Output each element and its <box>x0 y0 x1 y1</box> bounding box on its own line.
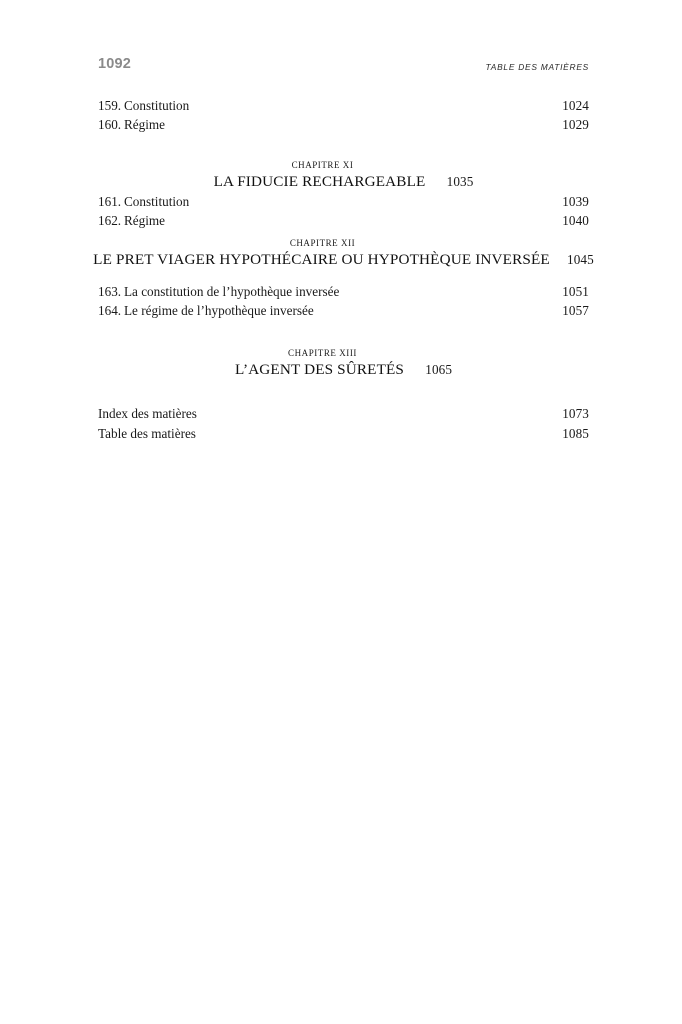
toc-entry-title: Le régime de l’hypothèque inversée <box>124 303 314 319</box>
page-header <box>98 55 589 75</box>
toc-entry-page: 1040 <box>562 213 589 229</box>
back-matter-title: Table des matières <box>98 425 196 441</box>
toc-entry-label <box>98 192 189 211</box>
toc-entry-title: Constitution <box>124 193 190 209</box>
folio-page-number: 1092 <box>98 56 132 72</box>
toc-entry[interactable] <box>98 282 589 301</box>
back-matter-page: 1073 <box>562 406 589 422</box>
toc-entry-label <box>98 211 165 230</box>
chapter-title-row[interactable] <box>98 172 589 192</box>
section-spacer <box>98 380 589 404</box>
chapter-title: LA FIDUCIE RECHARGEABLE <box>213 172 426 190</box>
toc-entry-title: Régime <box>124 117 166 133</box>
toc-entry-page: 1039 <box>562 193 589 209</box>
toc-entry-title: Constitution <box>124 98 190 113</box>
running-head: TABLE DES MATIÈRES <box>485 62 589 72</box>
toc-entry[interactable] <box>98 301 589 320</box>
chapter-block-xi <box>98 158 589 192</box>
toc-entry[interactable] <box>98 192 589 211</box>
toc-entry-label <box>98 96 189 115</box>
chapter-title-row[interactable] <box>93 250 594 270</box>
section-spacer <box>98 320 589 346</box>
back-matter-entry[interactable] <box>98 404 589 423</box>
toc-entry[interactable] <box>98 96 589 115</box>
chapter-block-xiii <box>98 346 589 380</box>
chapter-kicker: CHAPITRE XIII <box>288 348 357 359</box>
toc-entry-number: 163. <box>98 283 124 299</box>
chapter-kicker: CHAPITRE XII <box>289 237 356 248</box>
chapter-page: 1035 <box>446 173 474 189</box>
toc-entry-page: 1024 <box>562 98 589 113</box>
toc-entry[interactable] <box>98 211 589 230</box>
toc-entry-number: 164. <box>98 303 124 319</box>
toc-entry-number: 161. <box>98 193 124 209</box>
chapter-page: 1065 <box>425 362 453 378</box>
toc-entry-page: 1029 <box>562 117 589 133</box>
toc-entry-number: 159. <box>98 98 124 113</box>
toc-entry-title: La constitution de l’hypothèque inversée <box>124 283 340 299</box>
toc-entry-number: 160. <box>98 117 124 133</box>
toc-entry-label <box>98 301 314 320</box>
section-spacer <box>98 135 589 158</box>
toc-entry-page: 1051 <box>562 283 589 299</box>
back-matter-title: Index des matières <box>98 406 197 422</box>
toc-entry-label <box>98 282 339 301</box>
toc-entry-page: 1057 <box>562 303 589 319</box>
toc-entry-title: Régime <box>124 213 166 229</box>
chapter-page: 1045 <box>567 251 594 267</box>
toc-entry-number: 162. <box>98 213 124 229</box>
back-matter-entry[interactable] <box>98 424 589 443</box>
section-spacer <box>98 270 589 282</box>
chapter-kicker: CHAPITRE XI <box>291 159 354 170</box>
toc-entry[interactable] <box>98 115 589 134</box>
chapter-title-row[interactable] <box>98 360 589 380</box>
back-matter-page: 1085 <box>562 425 589 441</box>
chapter-title: L’AGENT DES SÛRETÉS <box>234 361 405 379</box>
chapter-block-xii <box>93 236 594 270</box>
toc-entry-label <box>98 115 165 134</box>
toc-content <box>93 96 594 443</box>
chapter-title: LE PRET VIAGER HYPOTHÉCAIRE OU HYPOTHÈQUE INVERSÉE <box>93 250 550 268</box>
